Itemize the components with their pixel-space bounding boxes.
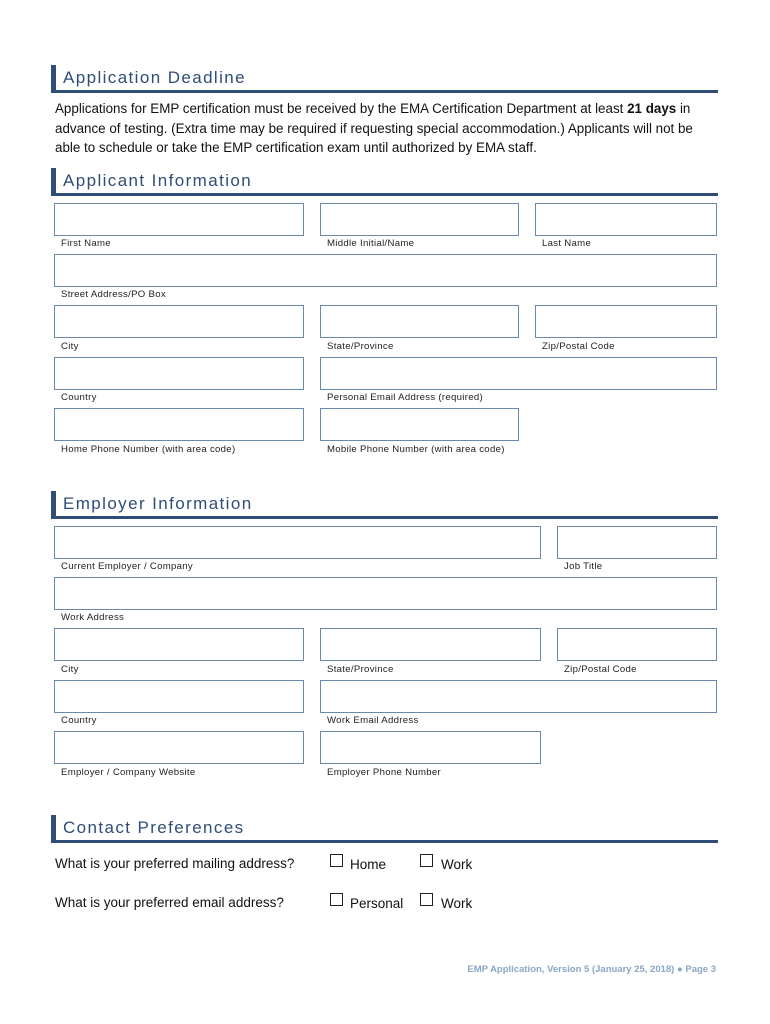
middle-name-field[interactable]: [320, 203, 519, 236]
employer-phone-field[interactable]: [320, 731, 541, 764]
section-rule: [51, 193, 718, 196]
deadline-text: Applications for EMP certification must be received by the EMA Certification Department at least: [55, 101, 628, 116]
home-phone-label: Home Phone Number (with area code): [61, 444, 236, 455]
mailing-home-label: Home: [350, 857, 387, 872]
deadline-paragraph: [55, 99, 720, 158]
section-header-employer: [51, 491, 718, 519]
work-email-field[interactable]: [320, 680, 717, 713]
country-label: Country: [61, 392, 97, 403]
section-rule: [51, 90, 718, 93]
section-rule: [51, 840, 718, 843]
section-accent-bar: [51, 168, 56, 196]
mobile-phone-label: Mobile Phone Number (with area code): [327, 444, 505, 455]
home-phone-field[interactable]: [54, 408, 304, 441]
country-field[interactable]: [54, 357, 304, 390]
city-label: City: [61, 341, 79, 352]
zip-label: Zip/Postal Code: [542, 341, 615, 352]
employer-state-field[interactable]: [320, 628, 541, 661]
email-personal-label: Personal: [350, 896, 404, 911]
employer-city-label: City: [61, 664, 79, 675]
section-header-applicant: [51, 168, 718, 196]
email-work-checkbox[interactable]: [420, 893, 433, 906]
section-accent-bar: [51, 65, 56, 93]
work-address-label: Work Address: [61, 612, 125, 623]
email-question: What is your preferred email address?: [55, 895, 284, 910]
employer-country-label: Country: [61, 715, 97, 726]
employer-state-label: State/Province: [327, 664, 394, 675]
middle-name-label: Middle Initial/Name: [327, 238, 415, 249]
employer-country-field[interactable]: [54, 680, 304, 713]
section-header-contact: [51, 815, 718, 843]
section-rule: [51, 516, 718, 519]
mailing-work-label: Work: [441, 857, 473, 872]
section-title-contact: Contact Preferences: [63, 818, 245, 837]
state-label: State/Province: [327, 341, 394, 352]
employer-company-label: Current Employer / Company: [61, 561, 194, 572]
employer-website-label: Employer / Company Website: [61, 767, 196, 778]
employer-website-field[interactable]: [54, 731, 304, 764]
last-name-field[interactable]: [535, 203, 717, 236]
mailing-work-checkbox[interactable]: [420, 854, 433, 867]
section-title-applicant: Applicant Information: [63, 171, 253, 190]
work-email-label: Work Email Address: [327, 715, 419, 726]
section-header-deadline: [51, 65, 718, 93]
section-accent-bar: [51, 491, 56, 519]
employer-zip-field[interactable]: [557, 628, 717, 661]
deadline-text-cont: in advance of testing. (Extra time may be required if requesting special accommodation.) Applicants will not be able to schedule or take the EMP certification exam until authorized by EMA staff.: [55, 101, 693, 155]
mailing-question: What is your preferred mailing address?: [55, 856, 295, 871]
email-work-label: Work: [441, 896, 473, 911]
first-name-field[interactable]: [54, 203, 304, 236]
section-title-deadline: Application Deadline: [63, 68, 246, 87]
employer-phone-label: Employer Phone Number: [327, 767, 442, 778]
zip-field[interactable]: [535, 305, 717, 338]
employer-zip-label: Zip/Postal Code: [564, 664, 637, 675]
employer-city-field[interactable]: [54, 628, 304, 661]
deadline-days: 21 days: [627, 101, 677, 116]
state-field[interactable]: [320, 305, 519, 338]
personal-email-field[interactable]: [320, 357, 717, 390]
street-address-label: Street Address/PO Box: [61, 289, 166, 300]
email-personal-checkbox[interactable]: [330, 893, 343, 906]
personal-email-label: Personal Email Address (required): [327, 392, 484, 403]
street-address-field[interactable]: [54, 254, 717, 287]
first-name-label: First Name: [61, 238, 111, 249]
section-title-employer: Employer Information: [63, 494, 253, 513]
mobile-phone-field[interactable]: [320, 408, 519, 441]
mailing-home-checkbox[interactable]: [330, 854, 343, 867]
employer-company-field[interactable]: [54, 526, 541, 559]
job-title-label: Job Title: [564, 561, 603, 572]
last-name-label: Last Name: [542, 238, 592, 249]
page-footer: EMP Application, Version 5 (January 25, 2018) ● Page 3: [467, 964, 716, 975]
job-title-field[interactable]: [557, 526, 717, 559]
work-address-field[interactable]: [54, 577, 717, 610]
section-accent-bar: [51, 815, 56, 843]
city-field[interactable]: [54, 305, 304, 338]
